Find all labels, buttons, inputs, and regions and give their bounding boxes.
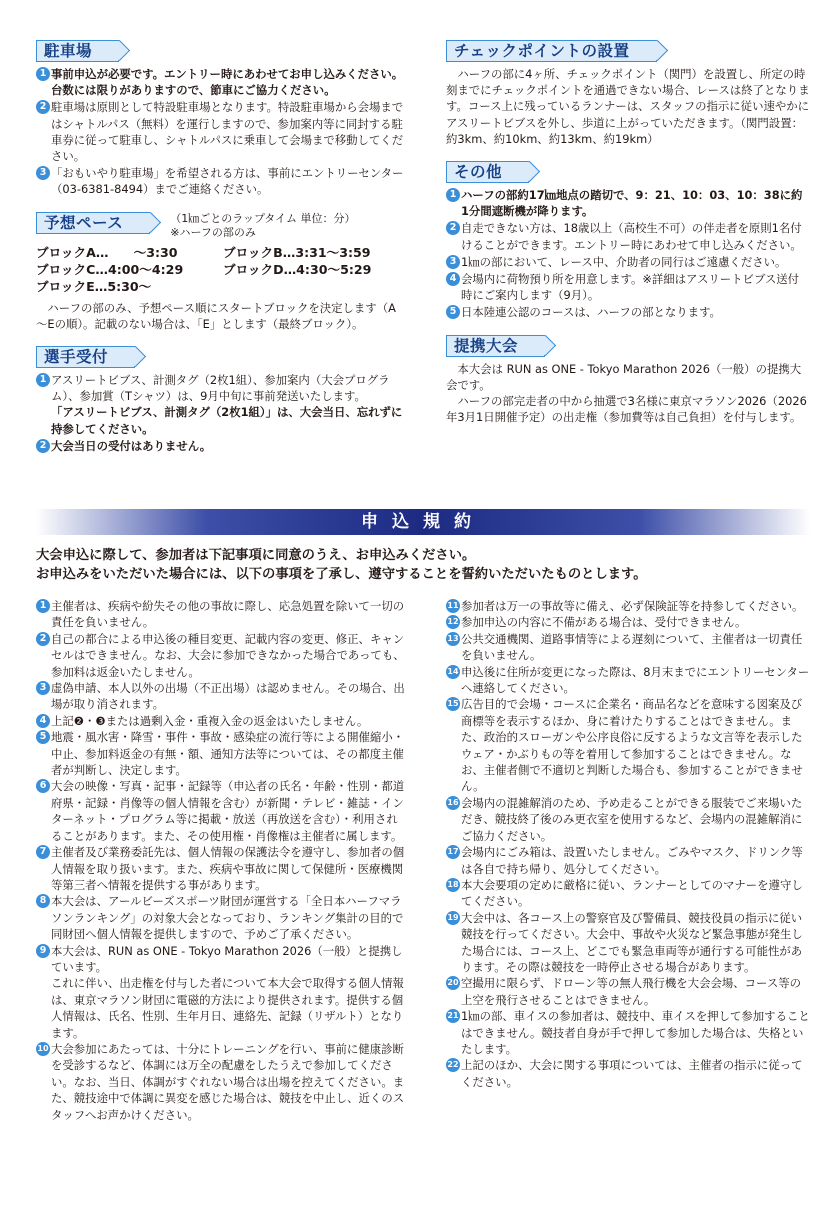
reception-heading: 選手受付 <box>36 346 135 368</box>
pace-note-unit: （1㎞ごとのラップタイム 単位：分） <box>170 211 356 225</box>
number-badge: 12 <box>446 615 460 629</box>
terms-item <box>446 631 810 664</box>
other-item-text: 会場内に荷物預り所を用意します。※詳細はアスリートビブス送付時にご案内します（9月）。 <box>461 272 800 303</box>
other-item <box>446 254 810 270</box>
terms-item-text: 1㎞の部、車イスの参加者は、競技中、車イスを押して参加することはできません。競技者自身が手で押して参加した場合は、失格といたします。 <box>461 1009 810 1056</box>
other-section <box>446 161 810 321</box>
terms-item-text: 空撮用に限らず、ドローン等の無人飛行機を大会会場、コース等の上空を飛行させることはできません。 <box>461 976 802 1007</box>
number-badge: 5 <box>36 730 50 744</box>
parking-heading: 駐車場 <box>36 40 119 62</box>
terms-left-column <box>36 598 406 1123</box>
other-list <box>446 187 810 321</box>
checkpoint-body: ハーフの部に4ヶ所、チェックポイント（関門）を設置し、所定の時刻までにチェックポイントを通過できない場合、レースは終了となります。コース上に残っているランナーは、スタッフの指示に従い速やかにアスリートビブスを外し、歩道に上がっていただきます。（関門設置：約3km、約10km、約13km、約19km） <box>446 67 810 146</box>
other-heading: その他 <box>446 161 529 183</box>
pace-note-half: ※ハーフの部のみ <box>170 225 256 239</box>
terms-item-text: 上記❷・❸または過剰入金・重複入金の返金はいたしません。 <box>51 713 369 728</box>
number-badge: 9 <box>36 944 50 958</box>
terms-intro-1: 大会申込に際して、参加者は下記事項に同意のうえ、お申込みください。 <box>36 548 476 563</box>
checkpoint-heading: チェックポイントの設置 <box>446 40 657 62</box>
parking-item <box>36 99 406 164</box>
number-badge: 1 <box>446 188 460 202</box>
block-e: ブロックE…5:30～ <box>36 278 152 294</box>
reception-section <box>36 346 406 454</box>
terms-item <box>446 1057 810 1090</box>
pace-heading: 予想ペース <box>36 212 150 234</box>
block-d: ブロックD…4:30～5:29 <box>223 261 372 277</box>
parking-item-text: 駐車場は原則として特設駐車場となります。特設駐車場から会場まではシャトルパス（無料）を運行しますので、参加案内等に同封する駐車券に従って駐車し、シャトルパスに乗車して会場まで移動してください。 <box>51 100 404 164</box>
terms-item-text: 公共交通機関、道路事情等による遅刻について、主催者は一切責任を負いません。 <box>461 631 803 663</box>
number-badge: 3 <box>446 255 460 269</box>
terms-item <box>36 729 406 778</box>
terms-item <box>36 893 406 942</box>
number-badge: 7 <box>36 845 50 859</box>
terms-item <box>446 696 810 794</box>
other-item <box>446 304 810 320</box>
parking-item-text: 「おもいやり駐車場」を希望される方は、事前にエントリーセンター（03-6381-8494）までご連絡ください。 <box>51 166 404 197</box>
terms-item-text: 参加申込の内容に不備がある場合は、受付できません。 <box>461 615 747 630</box>
number-badge: 1 <box>36 67 50 81</box>
number-badge: 2 <box>446 221 460 235</box>
number-badge: 5 <box>446 305 460 319</box>
other-item <box>446 187 810 219</box>
terms-item-text: 参加者は万一の事故等に備え、必ず保険証等を持参してください。 <box>461 599 804 613</box>
other-item-text: 1㎞の部において、レース中、介助者の同行はご遠慮ください。 <box>461 254 787 269</box>
reception-item-1 <box>36 372 406 437</box>
partner-heading: 提携大会 <box>446 335 545 357</box>
other-item-text: 日本陸連公認のコースは、ハーフの部となります。 <box>461 305 721 320</box>
terms-item <box>36 680 406 713</box>
block-c: ブロックC…4:00～4:29 <box>36 261 184 277</box>
terms-item <box>36 713 406 729</box>
terms-item-text: 大会の映像・写真・記事・記録等（申込者の氏名・年齢・性別・都道府県・記録・肖像等の個人情報を含む）が新聞・テレビ・雑誌・インターネット・プログラム等に掲載・放送（再放送を含む）・利用されることがあります。また、その使用権・肖像権は主催者に属します。 <box>51 779 405 843</box>
terms-item-text: 本大会は、RUN as ONE - Tokyo Marathon 2026（一般）と提携しています。 <box>51 943 403 974</box>
block-b: ブロックB…3:31～3:59 <box>223 244 371 260</box>
number-badge: 17 <box>446 845 460 859</box>
terms-item-text: 自己の都合による申込後の種目変更、記載内容の変更、修正、キャンセルはできません。なお、大会に参加できなかった場合であっても、参加料は返金いたしません。 <box>51 631 405 679</box>
terms-item-text: 虚偽申請、本人以外の出場（不正出場）は認めません。その場合、出場が取り消されます。 <box>51 681 405 712</box>
terms-item-text: 上記のほか、大会に関する事項については、主催者の指示に従ってください。 <box>461 1058 803 1089</box>
terms-item-text: 本大会要項の定めに厳格に従い、ランナーとしてのマナーを遵守してください。 <box>461 877 803 909</box>
number-badge: 8 <box>36 894 50 908</box>
number-badge: 2 <box>36 439 50 453</box>
terms-item-text: 会場内にごみ箱は、設置いたしません。ごみやマスク、ドリンク等は各自で持ち帰り、処分してください。 <box>461 845 803 876</box>
partner-section <box>446 335 810 426</box>
number-badge: 2 <box>36 100 50 114</box>
terms-item <box>446 795 810 844</box>
terms-item <box>446 1008 810 1057</box>
terms-item <box>446 844 810 877</box>
number-badge: 22 <box>446 1058 460 1072</box>
terms-item-text: 主催者は、疾病や紛失その他の事故に際し、応急処置を除いて一切の責任を負いません。 <box>51 599 405 630</box>
terms-item-text: 地震・風水害・降雪・事件・事故・感染症の流行等による開催縮小・中止、参加料返金の有無・額、通知方法等については、その都度主催者が判断し、決定します。 <box>51 730 405 778</box>
parking-section <box>36 40 406 198</box>
number-badge: 19 <box>446 911 460 925</box>
terms-item <box>36 943 406 976</box>
terms-item <box>446 877 810 910</box>
terms-item <box>446 975 810 1008</box>
pace-head <box>36 212 406 240</box>
terms-item <box>36 631 406 680</box>
checkpoint-section <box>446 40 810 147</box>
reception-item-2-text: 大会当日の受付はありません。 <box>51 438 212 453</box>
terms-item <box>446 910 810 976</box>
terms-item <box>36 598 406 631</box>
number-badge: 3 <box>36 166 50 180</box>
terms-item-text: 主催者及び業務委託先は、個人情報の保護法令を遵守し、参加者の個人情報を取り扱います。また、疾病や事故に関して保健所・医療機関等第三者へ情報を提供する事があります。 <box>51 845 405 892</box>
parking-item-text: 事前申込が必要です。エントリー時にあわせてお申し込みください。台数には限りがありますので、節車にご協力ください。 <box>51 67 404 98</box>
number-badge: 15 <box>446 697 460 711</box>
number-badge: 21 <box>446 1009 460 1023</box>
terms-item-text: 大会中は、各コース上の警察官及び警備員、競技役員の指示に従い競技を行ってください。大会中、事故や火災など緊急事態が発生した場合には、コース上、どこでも緊急車両等が通行する可能性があります。その際は競技を一時停止させる場合があります。 <box>461 910 803 974</box>
number-badge: 1 <box>36 373 50 387</box>
number-badge: 4 <box>446 272 460 286</box>
terms-item <box>36 1041 406 1123</box>
number-badge: 16 <box>446 796 460 810</box>
number-badge: 6 <box>36 779 50 793</box>
terms-item-text: これに伴い、出走権を付与した者について本大会で取得する個人情報は、東京マラソン財団に電磁的方法により提供されます。提供する個人情報は、氏名、性別、生年月日、連絡先、記録（リザルト）となります。 <box>51 976 404 1040</box>
terms-item <box>446 598 810 614</box>
pace-body: ハーフの部のみ、予想ペース順にスタートブロックを決定します（A～Eの順）。記載のない場合は、「E」とします（最終ブロック）。 <box>36 300 396 331</box>
other-item <box>446 271 810 303</box>
terms-item-text: 申込後に住所が変更になった際は、8月末までにエントリーセンターへ連絡してください。 <box>461 664 810 696</box>
right-top-column <box>446 40 810 434</box>
number-badge: 2 <box>36 632 50 646</box>
terms-item <box>36 844 406 893</box>
reception-item-2 <box>36 438 406 454</box>
other-item-text: 自走できない方は、18歳以上（高校生不可）の伴走者を原則1名付けることができます。エントリー時にあわせて申し込みください。 <box>461 221 802 252</box>
terms-item <box>446 614 810 630</box>
parking-item <box>36 165 406 197</box>
number-badge: 3 <box>36 681 50 695</box>
terms-item <box>36 975 406 1041</box>
reception-item-1-bold: 「アスリートビブス、計測タグ（2枚1組）」は、大会当日、忘れずに持参してください。 <box>51 405 403 436</box>
pace-blocks <box>36 244 406 295</box>
terms-banner: 申込規約 <box>36 509 810 535</box>
terms-item-text: 広告目的で会場・コースに企業名・商品名などを意味する図案及び商標等を表示するほか、身に着けたりすることはできません。また、政治的スローガンや公序良俗に反するような文言等を表示したウェア・かぶりもの等を着用して参加することはできません。なお、主催者側で不適切と判断した場合も、参加することができません。 <box>461 697 803 794</box>
terms-item <box>36 778 406 844</box>
terms-intro-2: お申込みをいただいた場合には、以下の事項を了承し、遵守することを誓約いただいたものとします。 <box>36 567 647 582</box>
number-badge: 11 <box>446 599 460 613</box>
number-badge: 20 <box>446 976 460 990</box>
partner-body-1: 本大会は RUN as ONE - Tokyo Marathon 2026（一般）の提携大会です。 <box>446 361 802 392</box>
reception-item-1-text: アスリートビブス、計測タグ（2枚1組）、参加案内（大会プログラム）、参加賞（Tシャツ）は、9月中旬に事前発送いたします。 <box>51 373 390 404</box>
left-top-column <box>36 40 406 463</box>
block-a: ブロックA… ～3:30 <box>36 244 178 260</box>
number-badge: 10 <box>36 1042 50 1056</box>
terms-intro <box>36 546 810 584</box>
other-item <box>446 220 810 252</box>
terms-item-text: 本大会は、アールビーズスポーツ財団が運営する「全日本ハーフマラソンランキング」の対象大会となっており、ランキング集計の目的で同財団へ個人情報を提供しますので、予めご了承ください。 <box>51 894 404 942</box>
terms-item-text: 会場内の混雑解消のため、予め走ることができる服装でご来場いただき、競技終了後のみ更衣室を使用するなど、会場内の混雑解消にご協力ください。 <box>461 795 803 843</box>
terms-item-text: 大会参加にあたっては、十分にトレーニングを行い、事前に健康診断を受診するなど、体調には万全の配慮をしたうえで参加してください。なお、当日、体調がすぐれない場合は出場を控えてください。また、競技途中で体調に異変を感じた場合は、競技を中止し、近くのスタッフへお声かけください。 <box>51 1041 405 1122</box>
parking-list <box>36 66 406 198</box>
number-badge: 1 <box>36 599 50 613</box>
pace-section <box>36 212 406 332</box>
parking-item <box>36 66 406 98</box>
terms-item <box>446 664 810 697</box>
other-item-text: ハーフの部約17㎞地点の踏切で、9：21、10：03、10：38に約1分間遮断機が降ります。 <box>461 188 803 219</box>
number-badge: 18 <box>446 878 460 892</box>
pace-note <box>170 212 355 240</box>
number-badge: 14 <box>446 665 460 679</box>
terms-right-column <box>446 598 810 1090</box>
number-badge: 4 <box>36 714 50 728</box>
number-badge: 13 <box>446 632 460 646</box>
partner-body-2: ハーフの部完走者の中から抽選で3名様に東京マラソン2026（2026年3月1日開催予定）の出走権（参加費等は自己負担）を付与します。 <box>446 394 807 425</box>
